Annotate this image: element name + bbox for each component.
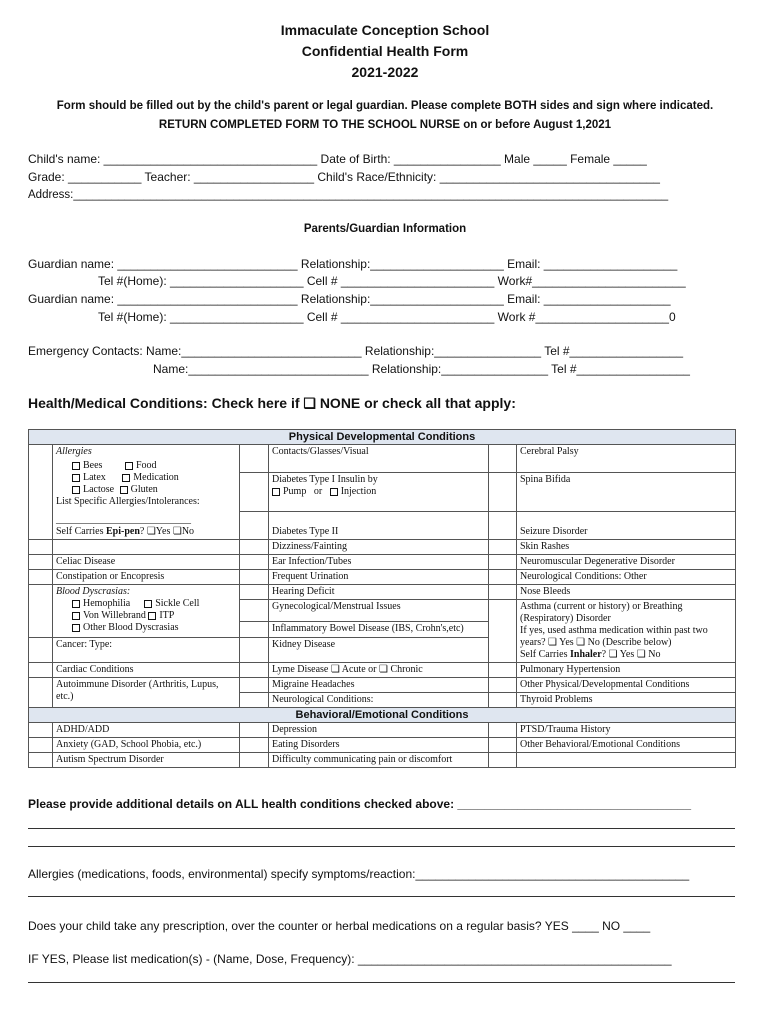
lyme-label: Lyme Disease ❏ Acute or ❏ Chronic [269,663,489,678]
blood-cell: Blood Dyscrasias: Hemophilia Sickle Cell Von Willebrand ITP Other Blood Dyscrasias [53,585,240,638]
contacts-checkbox[interactable] [240,445,269,473]
cardiac-label: Cardiac Conditions [53,663,240,678]
other-beh-label: Other Behavioral/Emotional Conditions [517,738,736,753]
thyroid-label: Thyroid Problems [517,693,736,708]
allergies-list-label: List Specific Allergies/Intolerances: [56,496,200,507]
epipen-spacer [29,540,53,555]
diabetes2-label: Diabetes Type II [269,512,489,540]
details-line-2[interactable] [28,846,735,847]
constipation-label: Constipation or Encopresis [53,570,240,585]
neuromuscular-label: Neuromuscular Degenerative Disorder [517,555,736,570]
epipen-row: Self Carries Epi-pen? ❏Yes ❏No [56,526,195,537]
asthma-checkbox[interactable] [489,600,517,663]
adhd-label: ADHD/ADD [53,723,240,738]
skin-label: Skin Rashes [517,540,736,555]
emergency-row-2[interactable]: Name:___________________________ Relationship:________________ Tel #_________________ [153,362,690,376]
pulmonary-checkbox[interactable] [489,663,517,678]
depression-label: Depression [269,723,489,738]
latex-checkbox[interactable] [72,474,80,482]
hearing-checkbox[interactable] [240,585,269,600]
pump-checkbox[interactable] [272,488,280,496]
diabetes1-cell: Diabetes Type I Insulin by Pump or Injection [269,473,489,512]
cancer-label: Cancer: Type: [53,638,240,663]
urination-checkbox[interactable] [240,570,269,585]
autism-label: Autism Spectrum Disorder [53,753,240,768]
injection-checkbox[interactable] [330,488,338,496]
contacts-label: Contacts/Glasses/Visual [269,445,489,473]
guardian-2-tel-row[interactable]: Tel #(Home): ____________________ Cell # _______________________ Work #____________________0 [98,310,676,324]
diabetes1-label: Diabetes Type I Insulin by [272,474,378,485]
neuro-checkbox[interactable] [240,693,269,708]
celiac-label: Celiac Disease [53,555,240,570]
cardiac-checkbox[interactable] [29,663,53,678]
kidney-checkbox[interactable] [240,638,269,663]
skin-checkbox[interactable] [489,540,517,555]
medication-label: Medication [133,472,179,483]
gyn-checkbox[interactable] [240,600,269,622]
asthma-med-label: If yes, used asthma medication within past two years? ❏ Yes ❏ No (Describe below) [520,625,708,648]
willebrand-checkbox[interactable] [72,612,80,620]
form-title: Confidential Health Form [301,43,469,59]
instructions-line-1: Form should be filled out by the child's parent or legal guardian. Please complete BOTH sides and sign where indicated. [56,100,714,112]
eating-label: Eating Disorders [269,738,489,753]
itp-checkbox[interactable] [148,612,156,620]
migraine-checkbox[interactable] [240,678,269,693]
asthma-cell [517,600,736,663]
details-line-1[interactable] [28,828,735,829]
other-blood-checkbox[interactable] [72,624,80,632]
ibs-checkbox[interactable] [240,622,269,638]
health-heading: Health/Medical Conditions: Check here if ❏ NONE or check all that apply: [28,395,516,411]
lactose-checkbox[interactable] [72,486,80,494]
autoimmune-label: Autoimmune Disorder (Arthritis, Lupus, etc.) [53,678,240,708]
school-year: 2021-2022 [351,64,419,80]
blood-label: Blood Dyscrasias: [56,586,131,597]
lactose-label: Lactose [83,484,115,495]
allergies-checkbox[interactable] [29,445,53,540]
child-row-1[interactable]: Child's name: ________________________________ Date of Birth: ________________ Male _____ Female _____ [28,152,647,166]
empty-checkbox [489,753,517,768]
dizziness-label: Dizziness/Fainting [269,540,489,555]
seizure-checkbox[interactable] [489,512,517,540]
empty-cell [517,753,736,768]
medications-line[interactable] [28,982,735,983]
constipation-checkbox[interactable] [29,570,53,585]
nose-checkbox[interactable] [489,585,517,600]
diabetes2-checkbox[interactable] [240,512,269,540]
emergency-row-1[interactable]: Emergency Contacts: Name:___________________________ Relationship:________________ Tel #_________________ [28,344,683,358]
gluten-checkbox[interactable] [120,486,128,494]
guardian-2-row[interactable]: Guardian name: ___________________________ Relationship:____________________ Email: ___________________ [28,292,671,306]
eating-checkbox[interactable] [240,738,269,753]
spina-checkbox[interactable] [489,473,517,512]
latex-label: Latex [83,472,106,483]
seizure-label: Seizure Disorder [517,512,736,540]
details-prompt[interactable]: Please provide additional details on ALL health conditions checked above: ___________________________________ [28,797,692,811]
food-checkbox[interactable] [125,462,133,470]
lyme-checkbox[interactable] [240,663,269,678]
kidney-label: Kidney Disease [269,638,489,663]
dizziness-checkbox[interactable] [240,540,269,555]
neuro-other-checkbox[interactable] [489,570,517,585]
allergies-cell [53,445,240,540]
gyn-label: Gynecological/Menstrual Issues [269,600,489,622]
anxiety-label: Anxiety (GAD, School Phobia, etc.) [53,738,240,753]
blood-checkbox[interactable] [29,585,53,638]
nose-label: Nose Bleeds [517,585,736,600]
allergies-line[interactable] [28,896,735,897]
child-row-2[interactable]: Grade: ___________ Teacher: __________________ Child's Race/Ethnicity: _________________________________ [28,170,660,184]
adhd-checkbox[interactable] [29,723,53,738]
neuromuscular-checkbox[interactable] [489,555,517,570]
allergies-label: Allergies [56,446,92,457]
ear-label: Ear Infection/Tubes [269,555,489,570]
depression-checkbox[interactable] [240,723,269,738]
neuro-other-label: Neurological Conditions: Other [517,570,736,585]
bees-checkbox[interactable] [72,462,80,470]
autoimmune-checkbox[interactable] [29,678,53,708]
difficulty-label: Difficulty communicating pain or discomfort [269,753,489,768]
guardian-1-row[interactable]: Guardian name: ___________________________ Relationship:____________________ Email: ____________________ [28,257,678,271]
urination-label: Frequent Urination [269,570,489,585]
spina-label: Spina Bifida [517,473,736,512]
instructions-line-2: RETURN COMPLETED FORM TO THE SCHOOL NURSE on or before August 1,2021 [158,119,612,131]
col1-spacer [53,540,240,555]
asthma-label: Asthma (current or history) or Breathing (Respiratory) Disorder [520,601,683,624]
other-beh-checkbox[interactable] [489,738,517,753]
allergies-list-blank[interactable]: ___________________________ [56,514,191,525]
gluten-label: Gluten [130,484,158,495]
other-phys-checkbox[interactable] [489,678,517,693]
diabetes1-checkbox[interactable] [240,473,269,512]
ptsd-checkbox[interactable] [489,723,517,738]
anxiety-checkbox[interactable] [29,738,53,753]
physical-conditions-header: Physical Developmental Conditions [29,430,736,445]
cerebral-checkbox[interactable] [489,445,517,473]
medications-question[interactable]: Does your child take any prescription, over the counter or herbal medications on a regular basis? YES ____ NO ____ [28,919,651,933]
celiac-checkbox[interactable] [29,555,53,570]
behavioral-conditions-header: Behavioral/Emotional Conditions [29,708,736,723]
bees-label: Bees [83,460,103,471]
ear-checkbox[interactable] [240,555,269,570]
conditions-table [28,429,736,768]
neuro-label: Neurological Conditions: [269,693,489,708]
cerebral-label: Cerebral Palsy [517,445,736,473]
thyroid-checkbox[interactable] [489,693,517,708]
guardian-1-tel-row[interactable]: Tel #(Home): ____________________ Cell # _______________________ Work#_______________________ [98,274,686,288]
allergies-prompt[interactable]: Allergies (medications, foods, environmental) specify symptoms/reaction:_________________________________________ [28,867,690,881]
inhaler-row: Self Carries Inhaler? ❏ Yes ❏ No [520,649,661,660]
hearing-label: Hearing Deficit [269,585,489,600]
medications-list-prompt[interactable]: IF YES, Please list medication(s) - (Name, Dose, Frequency): _______________________________________________ [28,952,672,966]
sickle-checkbox[interactable] [144,600,152,608]
child-address[interactable]: Address:_____________________________________________________________________________________________ [28,189,669,201]
hemophilia-checkbox[interactable] [72,600,80,608]
autism-checkbox[interactable] [29,753,53,768]
food-label: Food [135,460,157,471]
other-phys-label: Other Physical/Developmental Conditions [517,678,736,693]
ibs-label: Inflammatory Bowel Disease (IBS, Crohn's,etc) [269,622,489,638]
parents-heading: Parents/Guardian Information [303,223,467,235]
cancer-checkbox[interactable] [29,638,53,663]
school-name: Immaculate Conception School [280,22,490,38]
difficulty-checkbox[interactable] [240,753,269,768]
medication-checkbox[interactable] [122,474,130,482]
pulmonary-label: Pulmonary Hypertension [517,663,736,678]
ptsd-label: PTSD/Trauma History [517,723,736,738]
migraine-label: Migraine Headaches [269,678,489,693]
